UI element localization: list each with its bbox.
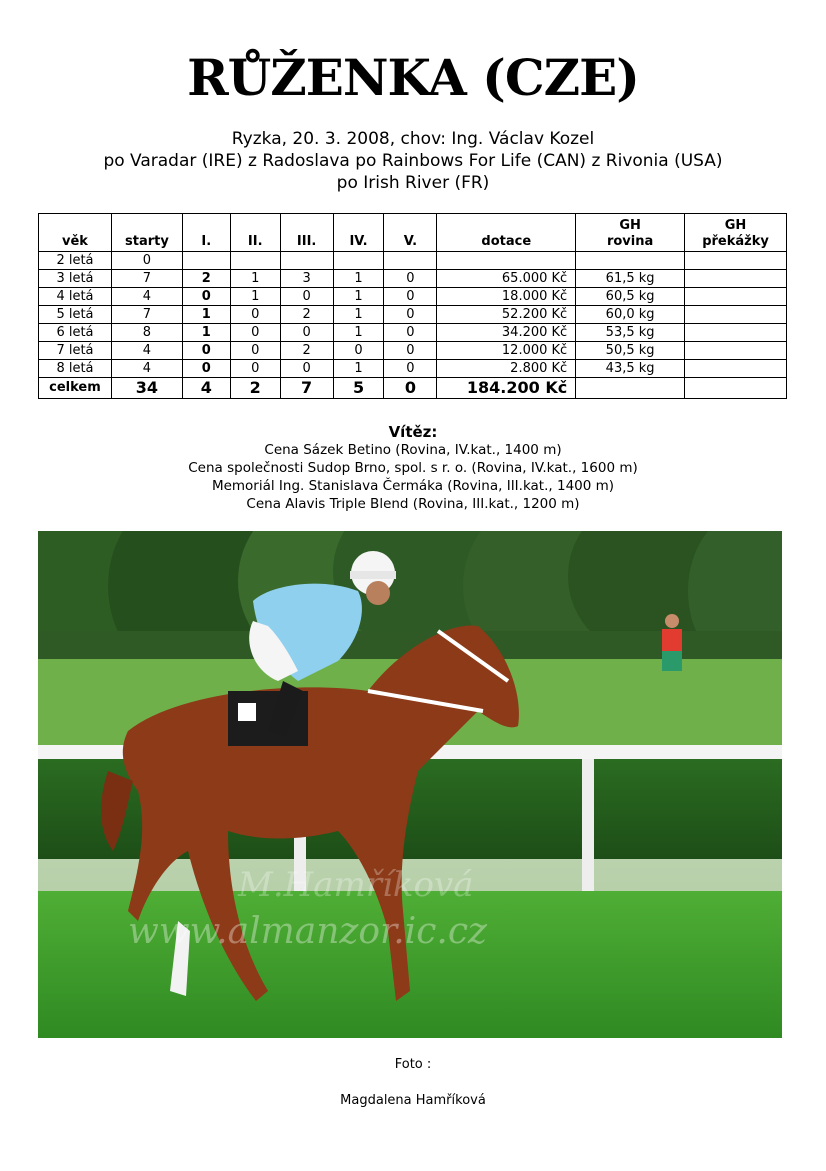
cell-starts: 4 [111,288,182,306]
pedigree-line-3: po Irish River (FR) [336,173,490,193]
photo-watermark-name: M.Hamříková [238,865,474,905]
header-first: I. [182,214,230,252]
header-fifth: V. [384,214,437,252]
cell-fourth: 1 [333,270,384,288]
cell-fifth: 0 [384,270,437,288]
cell-gh-jump [685,360,787,378]
header-starts: starty [111,214,182,252]
cell-gh-flat: 43,5 kg [576,360,685,378]
cell-first [182,252,230,270]
header-gh-flat-line1: GH [619,218,641,233]
table-row [39,270,787,288]
cell-second [230,252,280,270]
cell-third: 0 [280,288,333,306]
cell-gh-jump [685,288,787,306]
winner-race: Cena společnosti Sudop Brno, spol. s r. o. (Rovina, IV.kat., 1600 m) [188,460,638,476]
race-statistics-table [38,213,787,399]
header-fourth: IV. [333,214,384,252]
cell-starts: 7 [111,306,182,324]
cell-gh-jump [685,270,787,288]
horse-photo-illustration [38,531,782,1038]
cell-second: 0 [230,306,280,324]
cell-gh-jump [685,252,787,270]
header-second: II. [230,214,280,252]
cell-second: 1 [230,288,280,306]
cell-prize [437,252,576,270]
cell-first: 0 [182,342,230,360]
total-third: 7 [280,378,333,399]
table-header-row [39,214,787,252]
total-label: celkem [39,378,112,399]
total-gh-flat [576,378,685,399]
header-gh-jump [685,214,787,252]
pedigree-line-2: po Varadar (IRE) z Radoslava po Rainbows For Life (CAN) z Rivonia (USA) [103,151,723,171]
header-third: III. [280,214,333,252]
winner-section [0,423,826,513]
horse-title: RŮŽENKA (CZE) [187,48,639,107]
cell-prize: 18.000 Kč [437,288,576,306]
cell-starts: 0 [111,252,182,270]
table-row [39,342,787,360]
cell-prize: 52.200 Kč [437,306,576,324]
cell-fifth: 0 [384,324,437,342]
cell-third: 2 [280,306,333,324]
cell-age: 8 letá [39,360,112,378]
cell-fifth: 0 [384,342,437,360]
cell-second: 0 [230,360,280,378]
cell-prize: 34.200 Kč [437,324,576,342]
total-gh-jump [685,378,787,399]
photo-watermark: www.almanzor.ic.cz [128,911,487,952]
table-row [39,252,787,270]
cell-starts: 8 [111,324,182,342]
cell-age: 4 letá [39,288,112,306]
cell-first: 2 [182,270,230,288]
horse-photo [38,531,782,1038]
winner-heading: Vítěz: [388,423,438,441]
header-gh-flat [576,214,685,252]
cell-prize: 65.000 Kč [437,270,576,288]
total-starts: 34 [111,378,182,399]
header-age: věk [39,214,112,252]
cell-second: 0 [230,324,280,342]
total-first: 4 [182,378,230,399]
table-row [39,324,787,342]
cell-age: 5 letá [39,306,112,324]
table-total-row [39,378,787,399]
cell-fourth: 0 [333,342,384,360]
cell-first: 1 [182,324,230,342]
winner-race: Memoriál Ing. Stanislava Čermáka (Rovina, III.kat., 1400 m) [211,478,615,494]
cell-age: 3 letá [39,270,112,288]
cell-prize: 12.000 Kč [437,342,576,360]
cell-gh-flat: 60,5 kg [576,288,685,306]
cell-first: 0 [182,360,230,378]
cell-gh-flat: 61,5 kg [576,270,685,288]
table-row [39,360,787,378]
cell-first: 0 [182,288,230,306]
cell-third: 0 [280,324,333,342]
photo-credit-author: Magdalena Hamříková [340,1093,486,1108]
pedigree-line-1: Ryzka, 20. 3. 2008, chov: Ing. Václav Kozel [231,129,595,149]
header-gh-flat-line2: rovina [606,234,654,249]
cell-fourth: 1 [333,306,384,324]
total-prize: 184.200 Kč [437,378,576,399]
pedigree-info [0,128,826,194]
cell-gh-jump [685,342,787,360]
cell-gh-jump [685,324,787,342]
cell-second: 1 [230,270,280,288]
cell-fifth: 0 [384,288,437,306]
cell-third: 0 [280,360,333,378]
cell-gh-flat: 53,5 kg [576,324,685,342]
table-row [39,288,787,306]
cell-third: 3 [280,270,333,288]
cell-starts: 4 [111,360,182,378]
cell-starts: 7 [111,270,182,288]
cell-age: 7 letá [39,342,112,360]
winner-race: Cena Alavis Triple Blend (Rovina, III.kat., 1200 m) [246,496,580,512]
total-second: 2 [230,378,280,399]
photo-credit-label: Foto : [394,1057,432,1072]
header-prize: dotace [437,214,576,252]
table-row [39,306,787,324]
cell-fifth: 0 [384,360,437,378]
cell-third [280,252,333,270]
cell-gh-flat: 60,0 kg [576,306,685,324]
cell-third: 2 [280,342,333,360]
cell-gh-flat: 50,5 kg [576,342,685,360]
header-gh-jump-line1: GH [724,218,747,233]
cell-starts: 4 [111,342,182,360]
cell-first: 1 [182,306,230,324]
cell-fifth: 0 [384,306,437,324]
winner-race: Cena Sázek Betino (Rovina, IV.kat., 1400 m) [264,442,562,458]
cell-age: 2 letá [39,252,112,270]
cell-fifth [384,252,437,270]
cell-age: 6 letá [39,324,112,342]
cell-prize: 2.800 Kč [437,360,576,378]
cell-fourth [333,252,384,270]
cell-fourth: 1 [333,324,384,342]
header-gh-jump-line2: překážky [702,234,769,249]
cell-gh-flat [576,252,685,270]
cell-second: 0 [230,342,280,360]
cell-fourth: 1 [333,360,384,378]
cell-gh-jump [685,306,787,324]
total-fourth: 5 [333,378,384,399]
cell-fourth: 1 [333,288,384,306]
total-fifth: 0 [384,378,437,399]
